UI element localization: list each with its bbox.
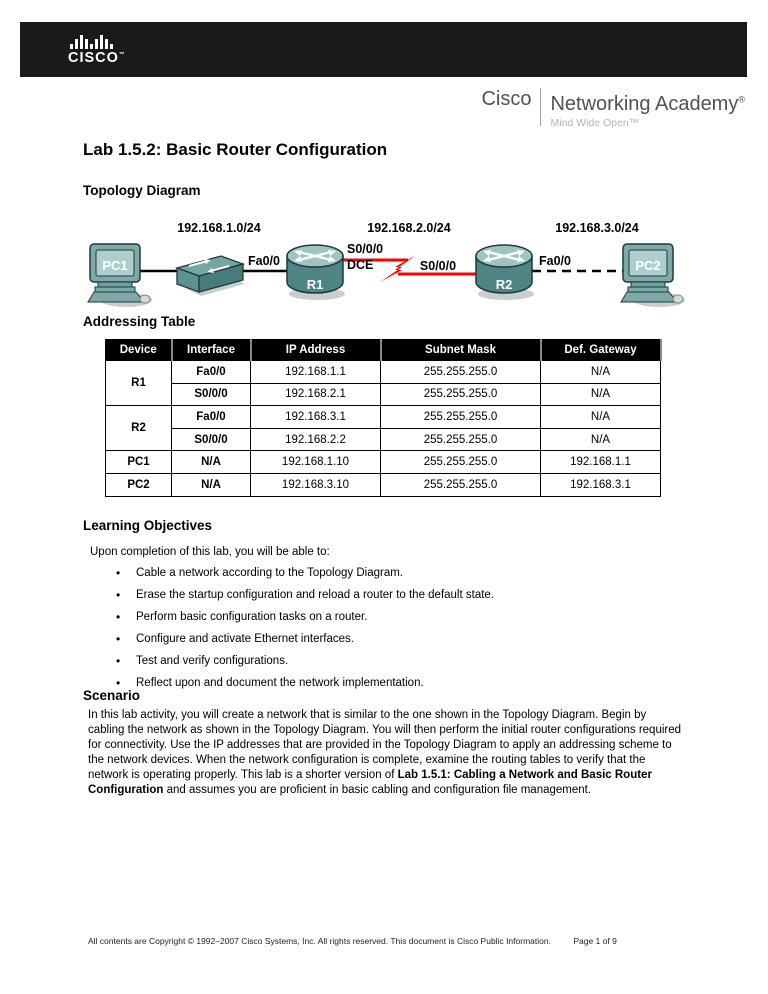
r1-router-icon [287, 245, 345, 300]
addressing-table [105, 339, 662, 497]
network-label-1: 192.168.1.0/24 [177, 221, 261, 235]
page-title: Lab 1.5.2: Basic Router Configuration [83, 140, 388, 159]
list-item: • Perform basic configuration tasks on a router. [116, 610, 368, 624]
table-row [106, 473, 661, 496]
registered-symbol: ® [738, 94, 745, 104]
list-item: • Configure and activate Ethernet interfaces. [116, 632, 354, 646]
mask-cell: 255.255.255.0 [381, 383, 541, 406]
mask-cell: 255.255.255.0 [381, 451, 541, 474]
objectives-list [88, 567, 494, 699]
scenario-bold-lab-reference: Lab 1.5.1: Cabling a Network and Basic Router Configuration [88, 769, 652, 796]
network-label-2: 192.168.2.0/24 [367, 221, 451, 235]
table-row [106, 406, 661, 429]
pc2-label: PC2 [635, 258, 661, 273]
scenario-text: In this lab activity, you will create a network that is similar to the one shown in the Topology Diagram. Begin by cabling the network as shown in the Topology Diagram. You will then perform the initial router configurations required for connectivity. Use the IP addresses that are provided in the Topology Diagram to apply an addressing scheme to the network devices. When the network configuration is complete, examine the routing tables to verify that the network is operating properly. This lab is a shorter version of [88, 709, 682, 781]
ip-cell: 192.168.1.10 [251, 451, 381, 474]
list-item: • Reflect upon and document the network implementation. [116, 676, 424, 690]
switch-icon [177, 256, 245, 296]
interface-cell: S0/0/0 [172, 428, 251, 451]
ip-cell: 192.168.2.1 [251, 383, 381, 406]
device-cell: PC1 [106, 451, 172, 474]
bullet-icon: • [116, 654, 121, 668]
gateway-cell: N/A [541, 361, 661, 384]
table-header-row [106, 340, 661, 361]
interface-cell: N/A [172, 451, 251, 474]
interface-cell: Fa0/0 [172, 406, 251, 429]
scenario-text: and assumes you are proficient in basic cabling and configuration file management. [163, 784, 592, 796]
r1-s000-label: S0/0/0 [347, 242, 384, 256]
col-header-gateway: Def. Gateway [541, 340, 661, 361]
page-number: Page 1 of 9 [573, 936, 617, 946]
r1-fa00-label: Fa0/0 [248, 254, 280, 268]
col-header-interface: Interface [172, 340, 251, 361]
gateway-cell: N/A [541, 383, 661, 406]
interface-cell: N/A [172, 473, 251, 496]
bullet-icon: • [116, 632, 121, 646]
copyright-text: All contents are Copyright © 1992–2007 Cisco Systems, Inc. All rights reserved. This document is Cisco Public Information. [88, 936, 551, 946]
list-item: • Test and verify configurations. [116, 654, 289, 668]
table-row [106, 428, 661, 451]
r2-label: R2 [495, 277, 513, 292]
network-label-3: 192.168.3.0/24 [555, 221, 639, 235]
table-row [106, 383, 661, 406]
objectives-heading: Learning Objectives [83, 518, 213, 533]
page-footer [88, 936, 617, 946]
col-header-mask: Subnet Mask [381, 340, 541, 361]
dce-label: DCE [347, 258, 374, 272]
topology-heading: Topology Diagram [83, 183, 201, 198]
pc1-label: PC1 [102, 258, 128, 273]
pc1-icon [88, 244, 152, 307]
device-cell: PC2 [106, 473, 172, 496]
table-row [106, 361, 661, 384]
bullet-icon: • [116, 588, 121, 602]
brand-cisco-text: Cisco [481, 88, 532, 110]
topology-diagram [80, 212, 690, 312]
cisco-bridge-icon [70, 34, 113, 49]
r1-label: R1 [306, 277, 324, 292]
ip-cell: 192.168.3.10 [251, 473, 381, 496]
pc2-icon [621, 244, 685, 307]
r2-router-icon [476, 245, 534, 300]
interface-cell: S0/0/0 [172, 383, 251, 406]
trademark-symbol: ™ [118, 51, 126, 58]
ip-cell: 192.168.3.1 [251, 406, 381, 429]
bullet-icon: • [116, 610, 121, 624]
mask-cell: 255.255.255.0 [381, 473, 541, 496]
gateway-cell: 192.168.3.1 [541, 473, 661, 496]
mask-cell: 255.255.255.0 [381, 406, 541, 429]
gateway-cell: N/A [541, 428, 661, 451]
brand-academy-text: Networking Academy® [550, 92, 745, 115]
mask-cell: 255.255.255.0 [381, 361, 541, 384]
col-header-ip: IP Address [251, 340, 381, 361]
r2-fa00-label: Fa0/0 [539, 254, 571, 268]
r2-s000-label: S0/0/0 [419, 259, 457, 273]
ip-cell: 192.168.1.1 [251, 361, 381, 384]
addressing-heading: Addressing Table [83, 314, 196, 329]
list-item: • Cable a network according to the Topology Diagram. [116, 566, 403, 580]
device-cell: R1 [106, 361, 172, 406]
gateway-cell: 192.168.1.1 [541, 451, 661, 474]
header-bar [20, 22, 747, 77]
table-row [106, 451, 661, 474]
objectives-intro: Upon completion of this lab, you will be able to: [90, 546, 330, 558]
list-item: • Erase the startup configuration and reload a router to the default state. [116, 588, 495, 602]
scenario-heading: Scenario [83, 688, 141, 703]
scenario-paragraph [88, 708, 684, 798]
ip-cell: 192.168.2.2 [251, 428, 381, 451]
bullet-icon: • [116, 676, 121, 690]
gateway-cell: N/A [541, 406, 661, 429]
cisco-logo [68, 34, 126, 66]
device-cell: R2 [106, 406, 172, 451]
brand-tagline: Mind Wide Open™ [550, 116, 640, 129]
networking-academy-logo [481, 88, 745, 129]
mask-cell: 255.255.255.0 [381, 428, 541, 451]
cisco-logo-word: CISCO™ [68, 49, 126, 66]
col-header-device: Device [106, 340, 172, 361]
interface-cell: Fa0/0 [172, 361, 251, 384]
bullet-icon: • [116, 566, 121, 580]
